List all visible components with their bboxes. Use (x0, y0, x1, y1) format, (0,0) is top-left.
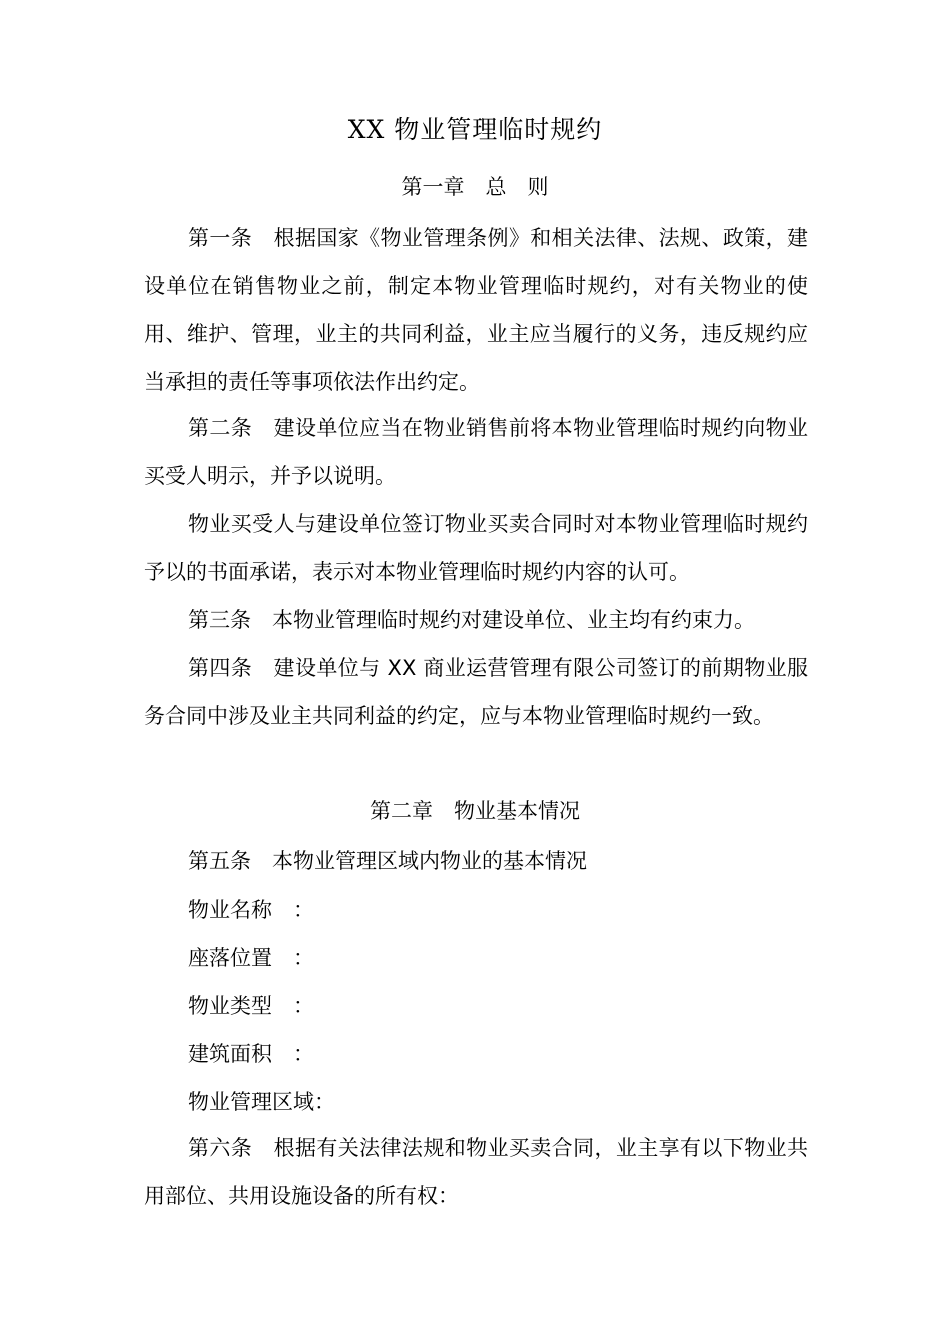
document-title: XX 物业管理临时规约 (347, 115, 603, 144)
article-3-paragraph: 第三条 本物业管理临时规约对建设单位、业主均有约束力。 (188, 608, 755, 632)
article-5-paragraph: 第五条 本物业管理区域内物业的基本情况 (188, 849, 587, 873)
article-2-paragraph: 第二条 建设单位应当在物业销售前将本物业管理临时规约向物业买受人明示，并予以说明。 (144, 416, 808, 488)
field-building-area: 建筑面积 ： (188, 1042, 314, 1066)
article-4-paragraph: 第四条 建设单位与 XX 商业运营管理有限公司签订的前期物业服务合同中涉及业主共同利益的约定，应与本物业管理临时规约一致。 (144, 656, 808, 728)
field-location: 座落位置 ： (188, 946, 314, 970)
article-1-paragraph: 第一条 根据国家《物业管理条例》和相关法律、法规、政策，建设单位在销售物业之前，制定本物业管理临时规约，对有关物业的使用、维护、管理，业主的共同利益，业主应当履行的义务，违反规约应当承担的责任等事项依法作出约定。 (144, 226, 808, 394)
article-6-paragraph: 第六条 根据有关法律法规和物业买卖合同，业主享有以下物业共用部位、共用设施设备的所有权： (144, 1136, 808, 1208)
field-property-name: 物业名称 ： (188, 898, 314, 922)
field-property-type: 物业类型 ： (188, 994, 314, 1018)
field-management-area: 物业管理区域： (188, 1090, 335, 1114)
chapter-1-heading: 第一章 总 则 (401, 175, 549, 199)
chapter-2-heading: 第二章 物业基本情况 (370, 799, 580, 823)
buyer-commitment-paragraph: 物业买受人与建设单位签订物业买卖合同时对本物业管理临时规约予以的书面承诺，表示对本物业管理临时规约内容的认可。 (144, 512, 808, 584)
